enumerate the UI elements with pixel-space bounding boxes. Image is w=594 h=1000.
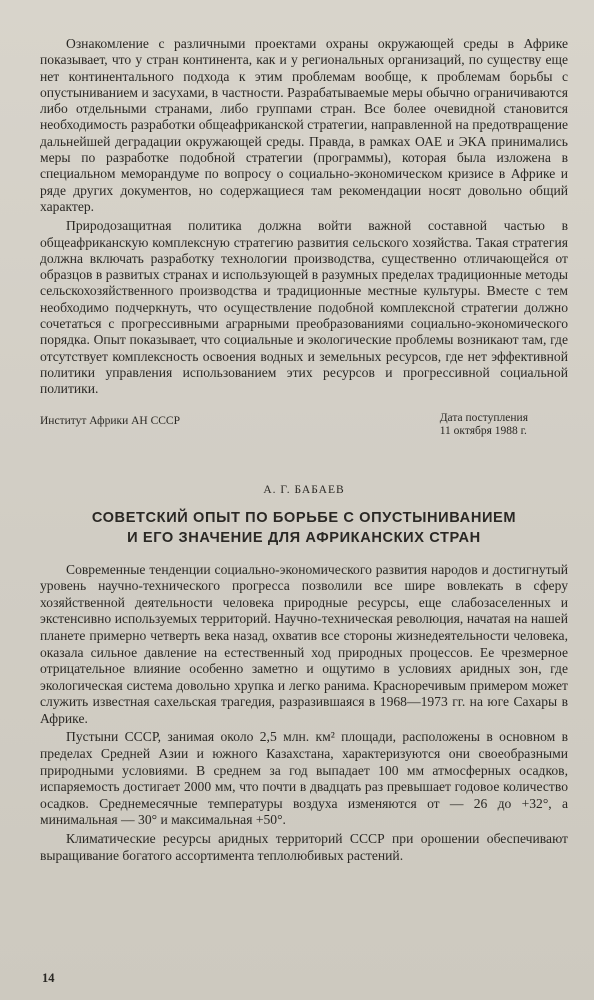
institute-name: Институт Африки АН СССР (40, 414, 180, 427)
paragraph: Современные тенденции социально-экономического развития народов и достигнутый уровень научно-технического прогресса позволили все шире вовлекать в сферу хозяйственной деятельности человека природные ресурсы, еще слабозаселенных и экстенсивно используемых территорий. Научно-техническая революция, начатая на нашей планете примерно четверть века назад, охватив все стороны жизнедеятельности человека, оказала сильное давление на естественный ход природных процессов. Ее чрезмерное отрицательное влияние особенно заметно и ощутимо в условиях аридных зон, где экологическая система довольно хрупка и легко ранима. Красноречивым примером может служить известная сахельская трагедия, разразившаяся в 1968—1973 гг. на юге Сахары в Африке. (40, 561, 568, 726)
title-line: СОВЕТСКИЙ ОПЫТ ПО БОРЬБЕ С ОПУСТЫНИВАНИЕМ (91, 509, 517, 526)
received-date: 11 октября 1988 г. (439, 424, 527, 437)
article-footer (40, 412, 568, 438)
paragraph: Пустыни СССР, занимая около 2,5 млн. км² площади, расположены в основном в пределах Средней Азии и южного Казахстана, характеризуются они своеобразными природными условиями. В среднем за год выпадает 100 мм атмосферных осадков, испаряемость достигает 2000 мм, что почти в двадцать раз превышает годовое количество осадков. Среднемесячные температуры воздуха изменяются от — 26 до +32°, а минимальная — 30° и максимальная +50°. (40, 729, 568, 828)
paragraph: Ознакомление с различными проектами охраны окружающей среды в Африке показывает, что у стран континента, как и у региональных организаций, по существу еще нет континентального подхода к этим проблемам вообще, к проблемам борьбы с опустыниванием и засухами, в частности. Разрабатываемые меры обычно ограничиваются либо отдельными странами, либо группами стран. Все более очевидной становится необходимость разработки общеафриканской стратегии, направленной на предотвращение дальнейшей деградации окружающей среды. Правда, в рамках ОАЕ и ЭКА принимались меры по разработке подобной стратегии (программы), которая была изложена в специальном меморандуме по вопросу о социально-экономическом кризисе в Африке и ряде других документов, но содержащиеся там рекомендации носят довольно общий характер. (40, 36, 568, 214)
article-title (40, 508, 568, 548)
received-label: Дата поступления (439, 411, 528, 424)
article-body (40, 562, 568, 865)
paragraph: Климатические ресурсы аридных территорий СССР при орошении обеспечивают выращивание богатого ассортимента теплолюбивых растений. (40, 831, 568, 863)
paragraph: Природозащитная политика должна войти важной составной частью в общеафриканскую комплексную стратегию развития сельского хозяйства. Такая стратегия должна включать разработку технологии производства, существенно отличающейся от образцов в развитых странах и использующей в разумных пределах традиционные методы сельскохозяйственного производства и традиционные местные культуры. Вместе с тем необходимо подчеркнуть, что осуществление подобной комплексной стратегии должно сочетаться с прогрессивными аграрными преобразованиями социально-экономического порядка. Опыт показывает, что социальные и экологические проблемы возникают там, где отсутствует комплексность освоения водных и земельных ресурсов, где нет эффективной политики управления использованием этих ресурсов и прогрессивной социальной политики. (40, 218, 568, 397)
title-line: И ЕГО ЗНАЧЕНИЕ ДЛЯ АФРИКАНСКИХ СТРАН (127, 529, 481, 546)
article-author: А. Г. БАБАЕВ (263, 483, 345, 496)
received-date-block (440, 412, 568, 438)
page-number: 14 (42, 971, 55, 985)
previous-article-ending (40, 36, 568, 438)
new-article (40, 484, 568, 865)
